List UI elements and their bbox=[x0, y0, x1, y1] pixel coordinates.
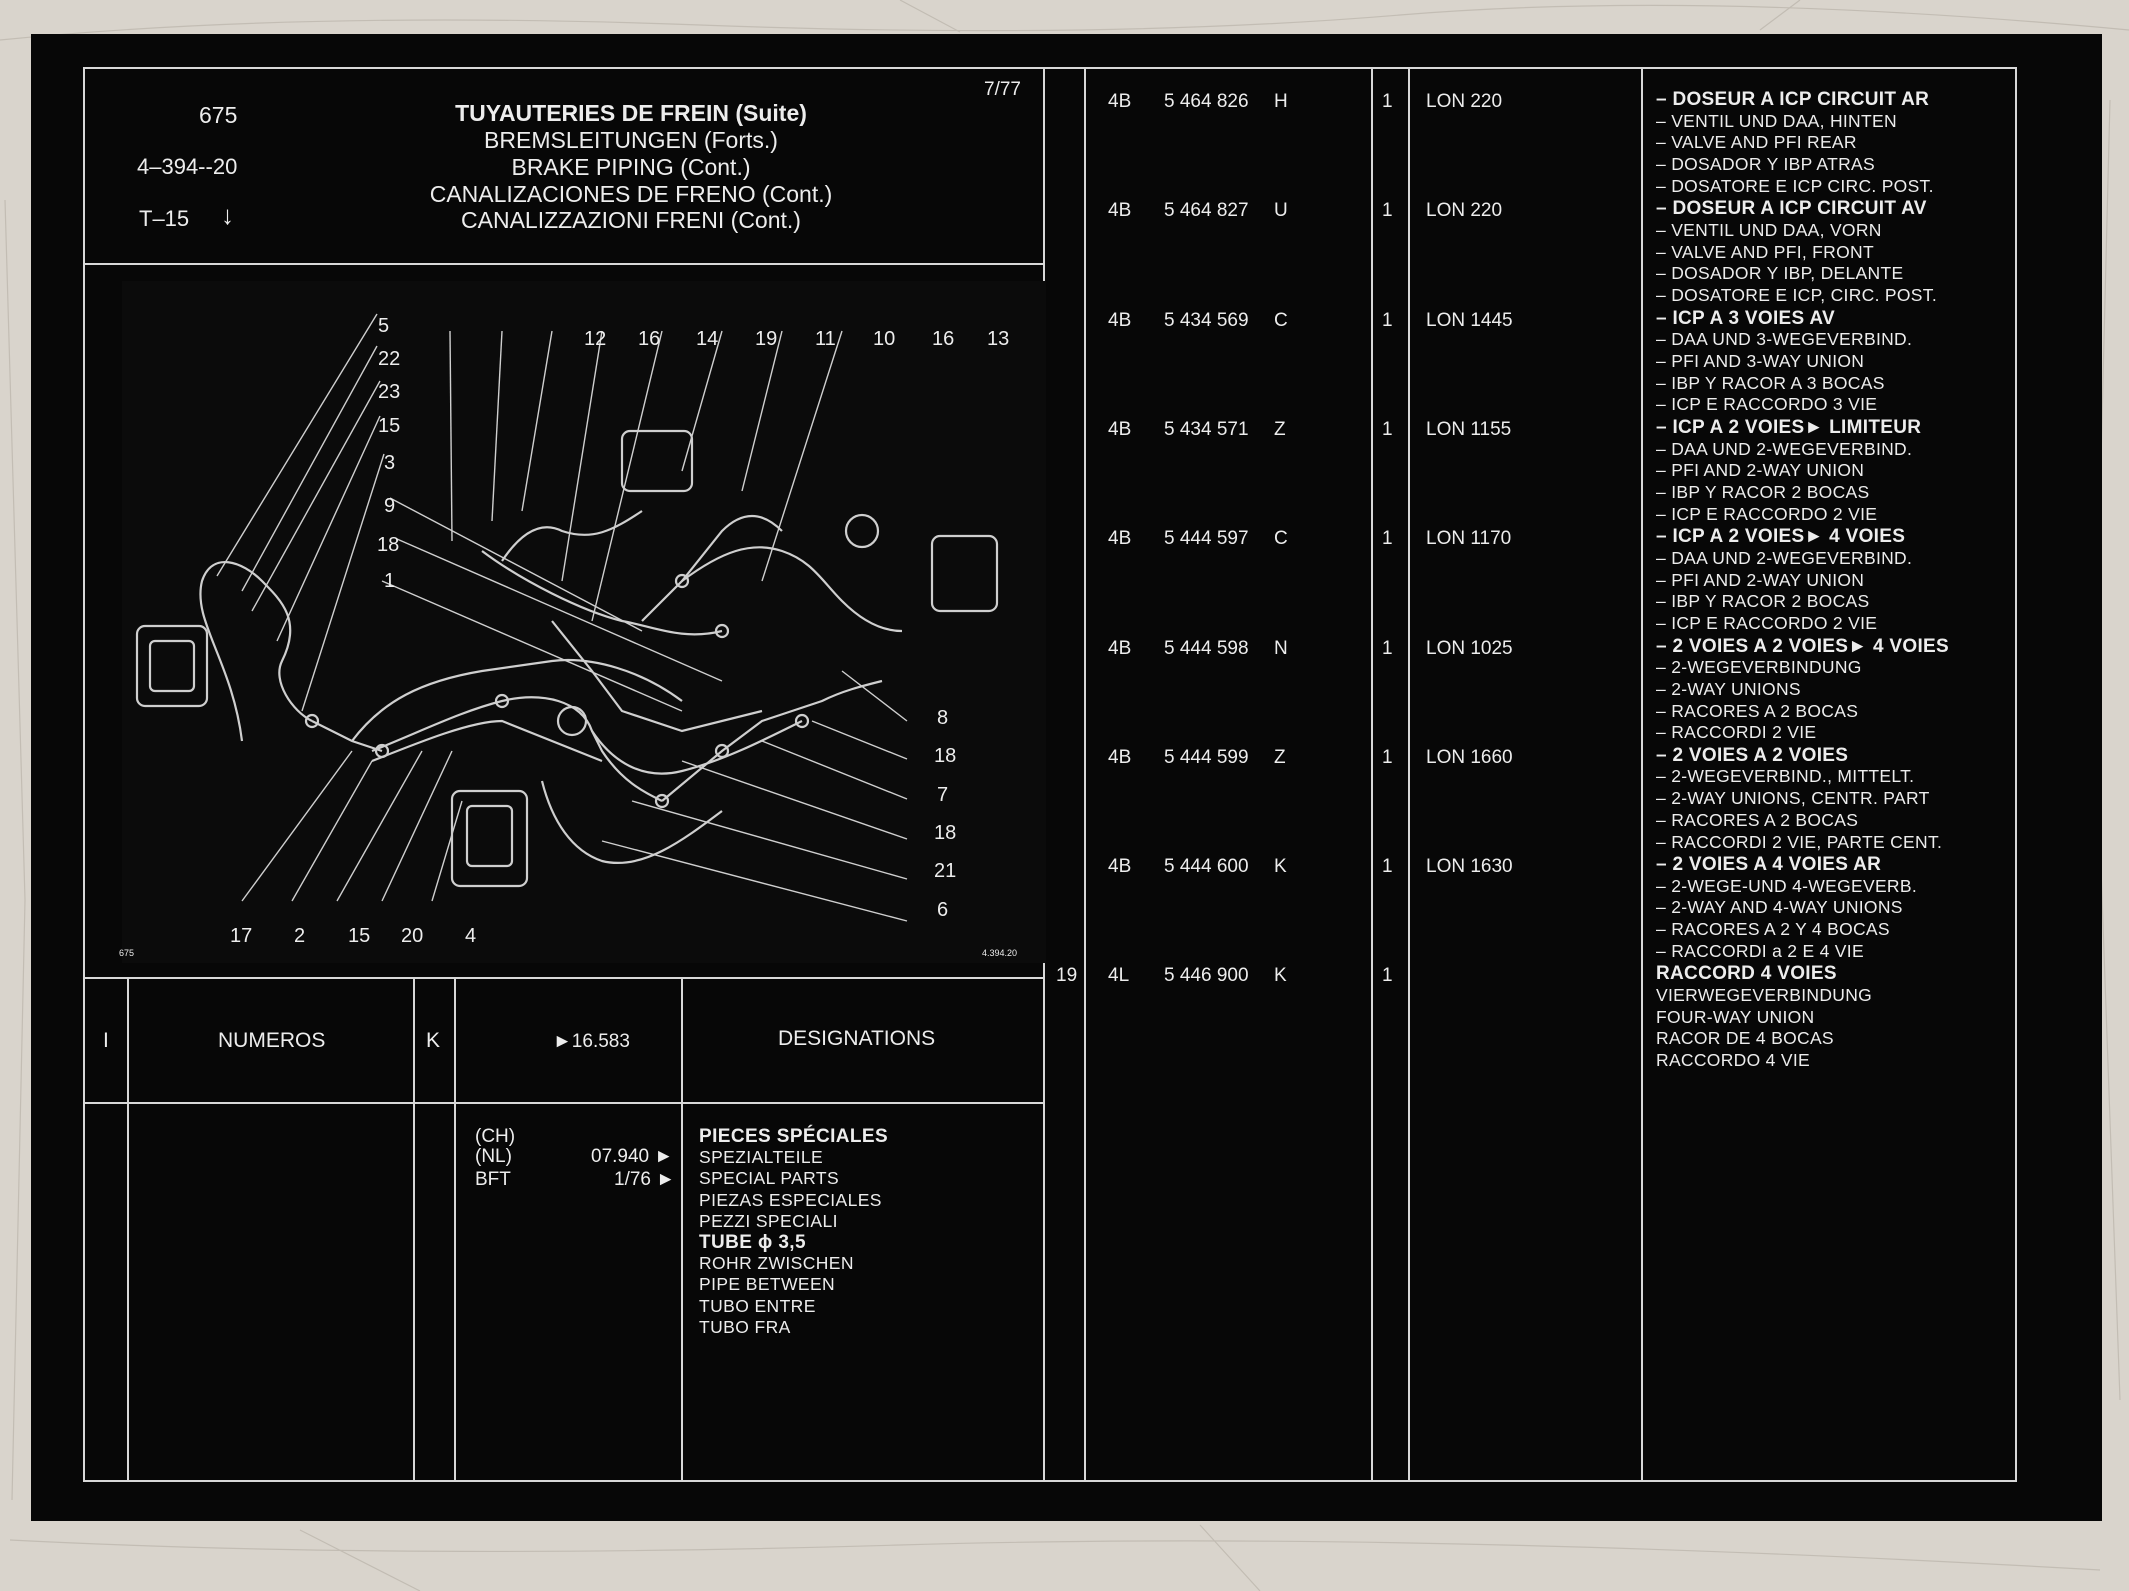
description-line: – DAA UND 2-WEGEVERBIND. bbox=[1656, 547, 1913, 568]
callout-22: 22 bbox=[378, 348, 401, 370]
description-line: – ICP E RACCORDO 2 VIE bbox=[1656, 612, 1878, 633]
part-number: 5 444 600 bbox=[1164, 856, 1249, 878]
callout-7: 7 bbox=[937, 784, 949, 806]
description-line: – PFI AND 2-WAY UNION bbox=[1656, 460, 1865, 481]
part-description bbox=[1656, 417, 1921, 525]
callout-18: 18 bbox=[377, 534, 400, 556]
description-line: – DAA UND 2-WEGEVERBIND. bbox=[1656, 438, 1913, 459]
callout-6: 6 bbox=[937, 899, 949, 921]
description-line: – 2-WEGE-UND 4-WEGEVERB. bbox=[1656, 875, 1917, 896]
callout-21: 21 bbox=[934, 860, 957, 882]
description-line: – DOSADOR Y IBP ATRAS bbox=[1656, 154, 1875, 175]
special-value-nl: 07.940 ► bbox=[591, 1146, 674, 1167]
part-qty: 1 bbox=[1382, 528, 1393, 550]
part-code: 4B bbox=[1108, 528, 1132, 550]
part-length: LON 220 bbox=[1426, 91, 1503, 112]
part-qty: 1 bbox=[1382, 418, 1393, 440]
special-code-nl: (NL) bbox=[475, 1146, 512, 1167]
special-line: PEZZI SPECIALI bbox=[699, 1210, 838, 1231]
special-line: PIPE BETWEEN bbox=[699, 1274, 836, 1295]
part-code: 4B bbox=[1108, 309, 1132, 331]
part-letter: K bbox=[1274, 965, 1287, 987]
part-number: 5 464 826 bbox=[1164, 91, 1249, 112]
callout-9: 9 bbox=[384, 495, 396, 517]
special-value-bft: 1/76 ► bbox=[614, 1169, 676, 1190]
special-line: SPECIAL PARTS bbox=[699, 1168, 840, 1189]
description-line: – IBP Y RACOR 2 BOCAS bbox=[1656, 481, 1870, 502]
part-code: 4B bbox=[1108, 637, 1132, 659]
description-line: RACOR DE 4 BOCAS bbox=[1656, 1028, 1834, 1049]
part-qty: 1 bbox=[1382, 746, 1393, 768]
callout-16: 16 bbox=[638, 328, 661, 350]
down-arrow-icon: ↓ bbox=[221, 200, 234, 230]
callout-10: 10 bbox=[873, 328, 896, 350]
description-line: – 2-WEGEVERBIND., MITTELT. bbox=[1656, 766, 1915, 787]
description-line: – ICP A 3 VOIES AV bbox=[1656, 307, 1835, 329]
part-item: 19 bbox=[1056, 965, 1078, 987]
col-header-i: I bbox=[103, 1029, 109, 1052]
description-line: – 2-WAY UNIONS, CENTR. PART bbox=[1656, 788, 1930, 809]
diagram-corner-left: 675 bbox=[119, 948, 135, 958]
callout-16b: 16 bbox=[932, 328, 955, 350]
callout-15: 15 bbox=[378, 415, 401, 437]
description-line: – DOSATORE E ICP CIRC. POST. bbox=[1656, 175, 1934, 196]
type-code: T–15 bbox=[139, 206, 190, 231]
col-header-date: ►16.583 bbox=[553, 1031, 630, 1052]
special-code-bft: BFT bbox=[475, 1169, 511, 1190]
part-code: 4L bbox=[1108, 965, 1130, 987]
special-code-ch: (CH) bbox=[475, 1126, 516, 1147]
part-length: LON 1630 bbox=[1426, 856, 1513, 878]
part-description bbox=[1656, 963, 1872, 1071]
page-number: 675 bbox=[199, 102, 238, 128]
description-line: – IBP Y RACOR A 3 BOCAS bbox=[1656, 372, 1885, 393]
callout-8: 8 bbox=[937, 707, 949, 729]
description-line: – RACCORDI a 2 E 4 VIE bbox=[1656, 940, 1864, 961]
part-length: LON 1025 bbox=[1426, 637, 1513, 659]
part-qty: 1 bbox=[1382, 91, 1393, 112]
description-line: – RACORES A 2 BOCAS bbox=[1656, 809, 1859, 830]
part-qty: 1 bbox=[1382, 965, 1393, 987]
description-line: – RACORES A 2 Y 4 BOCAS bbox=[1656, 919, 1890, 940]
part-number: 5 434 571 bbox=[1164, 418, 1249, 440]
callout-17: 17 bbox=[230, 925, 253, 947]
callout-23: 23 bbox=[378, 381, 401, 403]
description-line: – ICP A 2 VOIES► 4 VOIES bbox=[1656, 526, 1906, 548]
part-length: LON 1445 bbox=[1426, 309, 1513, 331]
description-line: – 2-WAY UNIONS bbox=[1656, 678, 1801, 699]
part-letter: Z bbox=[1274, 746, 1286, 768]
part-number: 5 464 827 bbox=[1164, 200, 1249, 222]
part-length: LON 1170 bbox=[1426, 528, 1512, 550]
part-number: 5 444 599 bbox=[1164, 746, 1249, 768]
col-header-k: K bbox=[426, 1029, 441, 1052]
part-qty: 1 bbox=[1382, 309, 1393, 331]
callout-2: 2 bbox=[294, 925, 306, 947]
part-length: LON 1660 bbox=[1426, 746, 1513, 768]
part-code: 4B bbox=[1108, 746, 1132, 768]
reference-code: 4–394--20 bbox=[137, 154, 238, 179]
special-line: TUBO ENTRE bbox=[699, 1295, 816, 1316]
callout-18c: 18 bbox=[934, 822, 957, 844]
description-line: – RACORES A 2 BOCAS bbox=[1656, 700, 1859, 721]
part-number: 5 444 597 bbox=[1164, 528, 1249, 550]
part-code: 4B bbox=[1108, 91, 1132, 112]
part-description bbox=[1656, 198, 1937, 306]
exploded-diagram bbox=[119, 281, 1046, 963]
part-qty: 1 bbox=[1382, 856, 1393, 878]
part-letter: C bbox=[1274, 309, 1288, 331]
part-description bbox=[1656, 308, 1912, 416]
part-letter: C bbox=[1274, 528, 1288, 550]
page-date: 7/77 bbox=[984, 79, 1021, 100]
parts-catalog-sheet bbox=[31, 34, 2102, 1521]
description-line: – RACCORDI 2 VIE bbox=[1656, 722, 1817, 743]
title-it: CANALIZZAZIONI FRENI (Cont.) bbox=[461, 207, 801, 233]
description-line: VIERWEGEVERBINDUNG bbox=[1656, 985, 1873, 1006]
part-description bbox=[1656, 745, 1942, 853]
part-number: 5 434 569 bbox=[1164, 309, 1249, 331]
callout-18b: 18 bbox=[934, 745, 957, 767]
brake-piping-drawing bbox=[122, 281, 1046, 963]
callout-4: 4 bbox=[465, 925, 477, 947]
part-description bbox=[1656, 526, 1912, 634]
part-length: LON 220 bbox=[1426, 200, 1503, 222]
callout-1: 1 bbox=[384, 570, 396, 592]
callout-11: 11 bbox=[815, 328, 836, 350]
callout-14: 14 bbox=[696, 328, 719, 350]
callout-20: 20 bbox=[401, 925, 424, 947]
description-line: – RACCORDI 2 VIE, PARTE CENT. bbox=[1656, 831, 1943, 852]
special-line: TUBE ϕ 3,5 bbox=[699, 1232, 806, 1254]
col-header-numeros: NUMEROS bbox=[218, 1029, 326, 1052]
part-description bbox=[1656, 636, 1949, 744]
callout-19: 19 bbox=[755, 328, 778, 350]
description-line: – VENTIL UND DAA, VORN bbox=[1656, 219, 1882, 240]
title-fr: TUYAUTERIES DE FREIN (Suite) bbox=[455, 100, 807, 126]
description-line: – DOSADOR Y IBP, DELANTE bbox=[1656, 263, 1904, 284]
callout-3: 3 bbox=[384, 452, 396, 474]
description-line: – 2-WAY AND 4-WAY UNIONS bbox=[1656, 897, 1903, 918]
special-designations bbox=[699, 1126, 888, 1338]
title-en: BRAKE PIPING (Cont.) bbox=[511, 154, 751, 180]
title-es: CANALIZACIONES DE FRENO (Cont.) bbox=[429, 181, 833, 207]
part-qty: 1 bbox=[1382, 200, 1393, 222]
part-number: 5 444 598 bbox=[1164, 637, 1249, 659]
description-line: – IBP Y RACOR 2 BOCAS bbox=[1656, 591, 1870, 612]
description-line: – DAA UND 3-WEGEVERBIND. bbox=[1656, 329, 1913, 350]
description-line: – PFI AND 2-WAY UNION bbox=[1656, 569, 1865, 590]
description-line: – 2 VOIES A 2 VOIES bbox=[1656, 744, 1849, 766]
special-line: PIEZAS ESPECIALES bbox=[699, 1189, 882, 1210]
description-line: FOUR-WAY UNION bbox=[1656, 1006, 1815, 1027]
description-line: – 2 VOIES A 2 VOIES► 4 VOIES bbox=[1656, 635, 1949, 657]
description-line: – ICP E RACCORDO 2 VIE bbox=[1656, 503, 1878, 524]
part-letter: U bbox=[1274, 200, 1288, 222]
part-number: 5 446 900 bbox=[1164, 965, 1249, 987]
part-length: LON 1155 bbox=[1426, 418, 1512, 440]
col-header-designations: DESIGNATIONS bbox=[778, 1027, 936, 1050]
part-letter: H bbox=[1274, 91, 1288, 112]
description-line: – 2 VOIES A 4 VOIES AR bbox=[1656, 854, 1882, 876]
part-code: 4B bbox=[1108, 418, 1132, 440]
diagram-corner-right: 4.394.20 bbox=[982, 948, 1018, 958]
title-de: BREMSLEITUNGEN (Forts.) bbox=[484, 127, 778, 153]
description-line: RACCORD 4 VOIES bbox=[1656, 963, 1837, 985]
callout-12: 12 bbox=[584, 328, 607, 350]
callout-15b: 15 bbox=[348, 925, 371, 947]
part-letter: N bbox=[1274, 637, 1288, 659]
description-line: – 2-WEGEVERBINDUNG bbox=[1656, 657, 1862, 678]
description-line: – VALVE AND PFI, FRONT bbox=[1656, 241, 1874, 262]
part-code: 4B bbox=[1108, 856, 1132, 878]
description-line: – ICP E RACCORDO 3 VIE bbox=[1656, 394, 1878, 415]
callout-5: 5 bbox=[378, 315, 390, 337]
description-line: – VALVE AND PFI REAR bbox=[1656, 132, 1857, 153]
part-letter: K bbox=[1274, 856, 1287, 878]
special-line: ROHR ZWISCHEN bbox=[699, 1253, 854, 1274]
part-code: 4B bbox=[1108, 200, 1132, 222]
description-line: – PFI AND 3-WAY UNION bbox=[1656, 350, 1865, 371]
part-description bbox=[1656, 89, 1934, 197]
description-line: – DOSATORE E ICP, CIRC. POST. bbox=[1656, 285, 1937, 306]
special-line: PIECES SPÉCIALES bbox=[699, 1126, 889, 1147]
description-line: RACCORDO 4 VIE bbox=[1656, 1050, 1810, 1071]
part-description bbox=[1656, 854, 1917, 962]
part-qty: 1 bbox=[1382, 637, 1393, 659]
description-line: – DOSEUR A ICP CIRCUIT AV bbox=[1656, 198, 1927, 220]
description-line: – DOSEUR A ICP CIRCUIT AR bbox=[1656, 89, 1930, 110]
callout-13: 13 bbox=[987, 328, 1010, 350]
description-line: – VENTIL UND DAA, HINTEN bbox=[1656, 110, 1897, 131]
description-line: – ICP A 2 VOIES► LIMITEUR bbox=[1656, 416, 1922, 438]
special-line: TUBO FRA bbox=[699, 1316, 791, 1337]
special-line: SPEZIALTEILE bbox=[699, 1147, 824, 1168]
part-letter: Z bbox=[1274, 418, 1286, 440]
